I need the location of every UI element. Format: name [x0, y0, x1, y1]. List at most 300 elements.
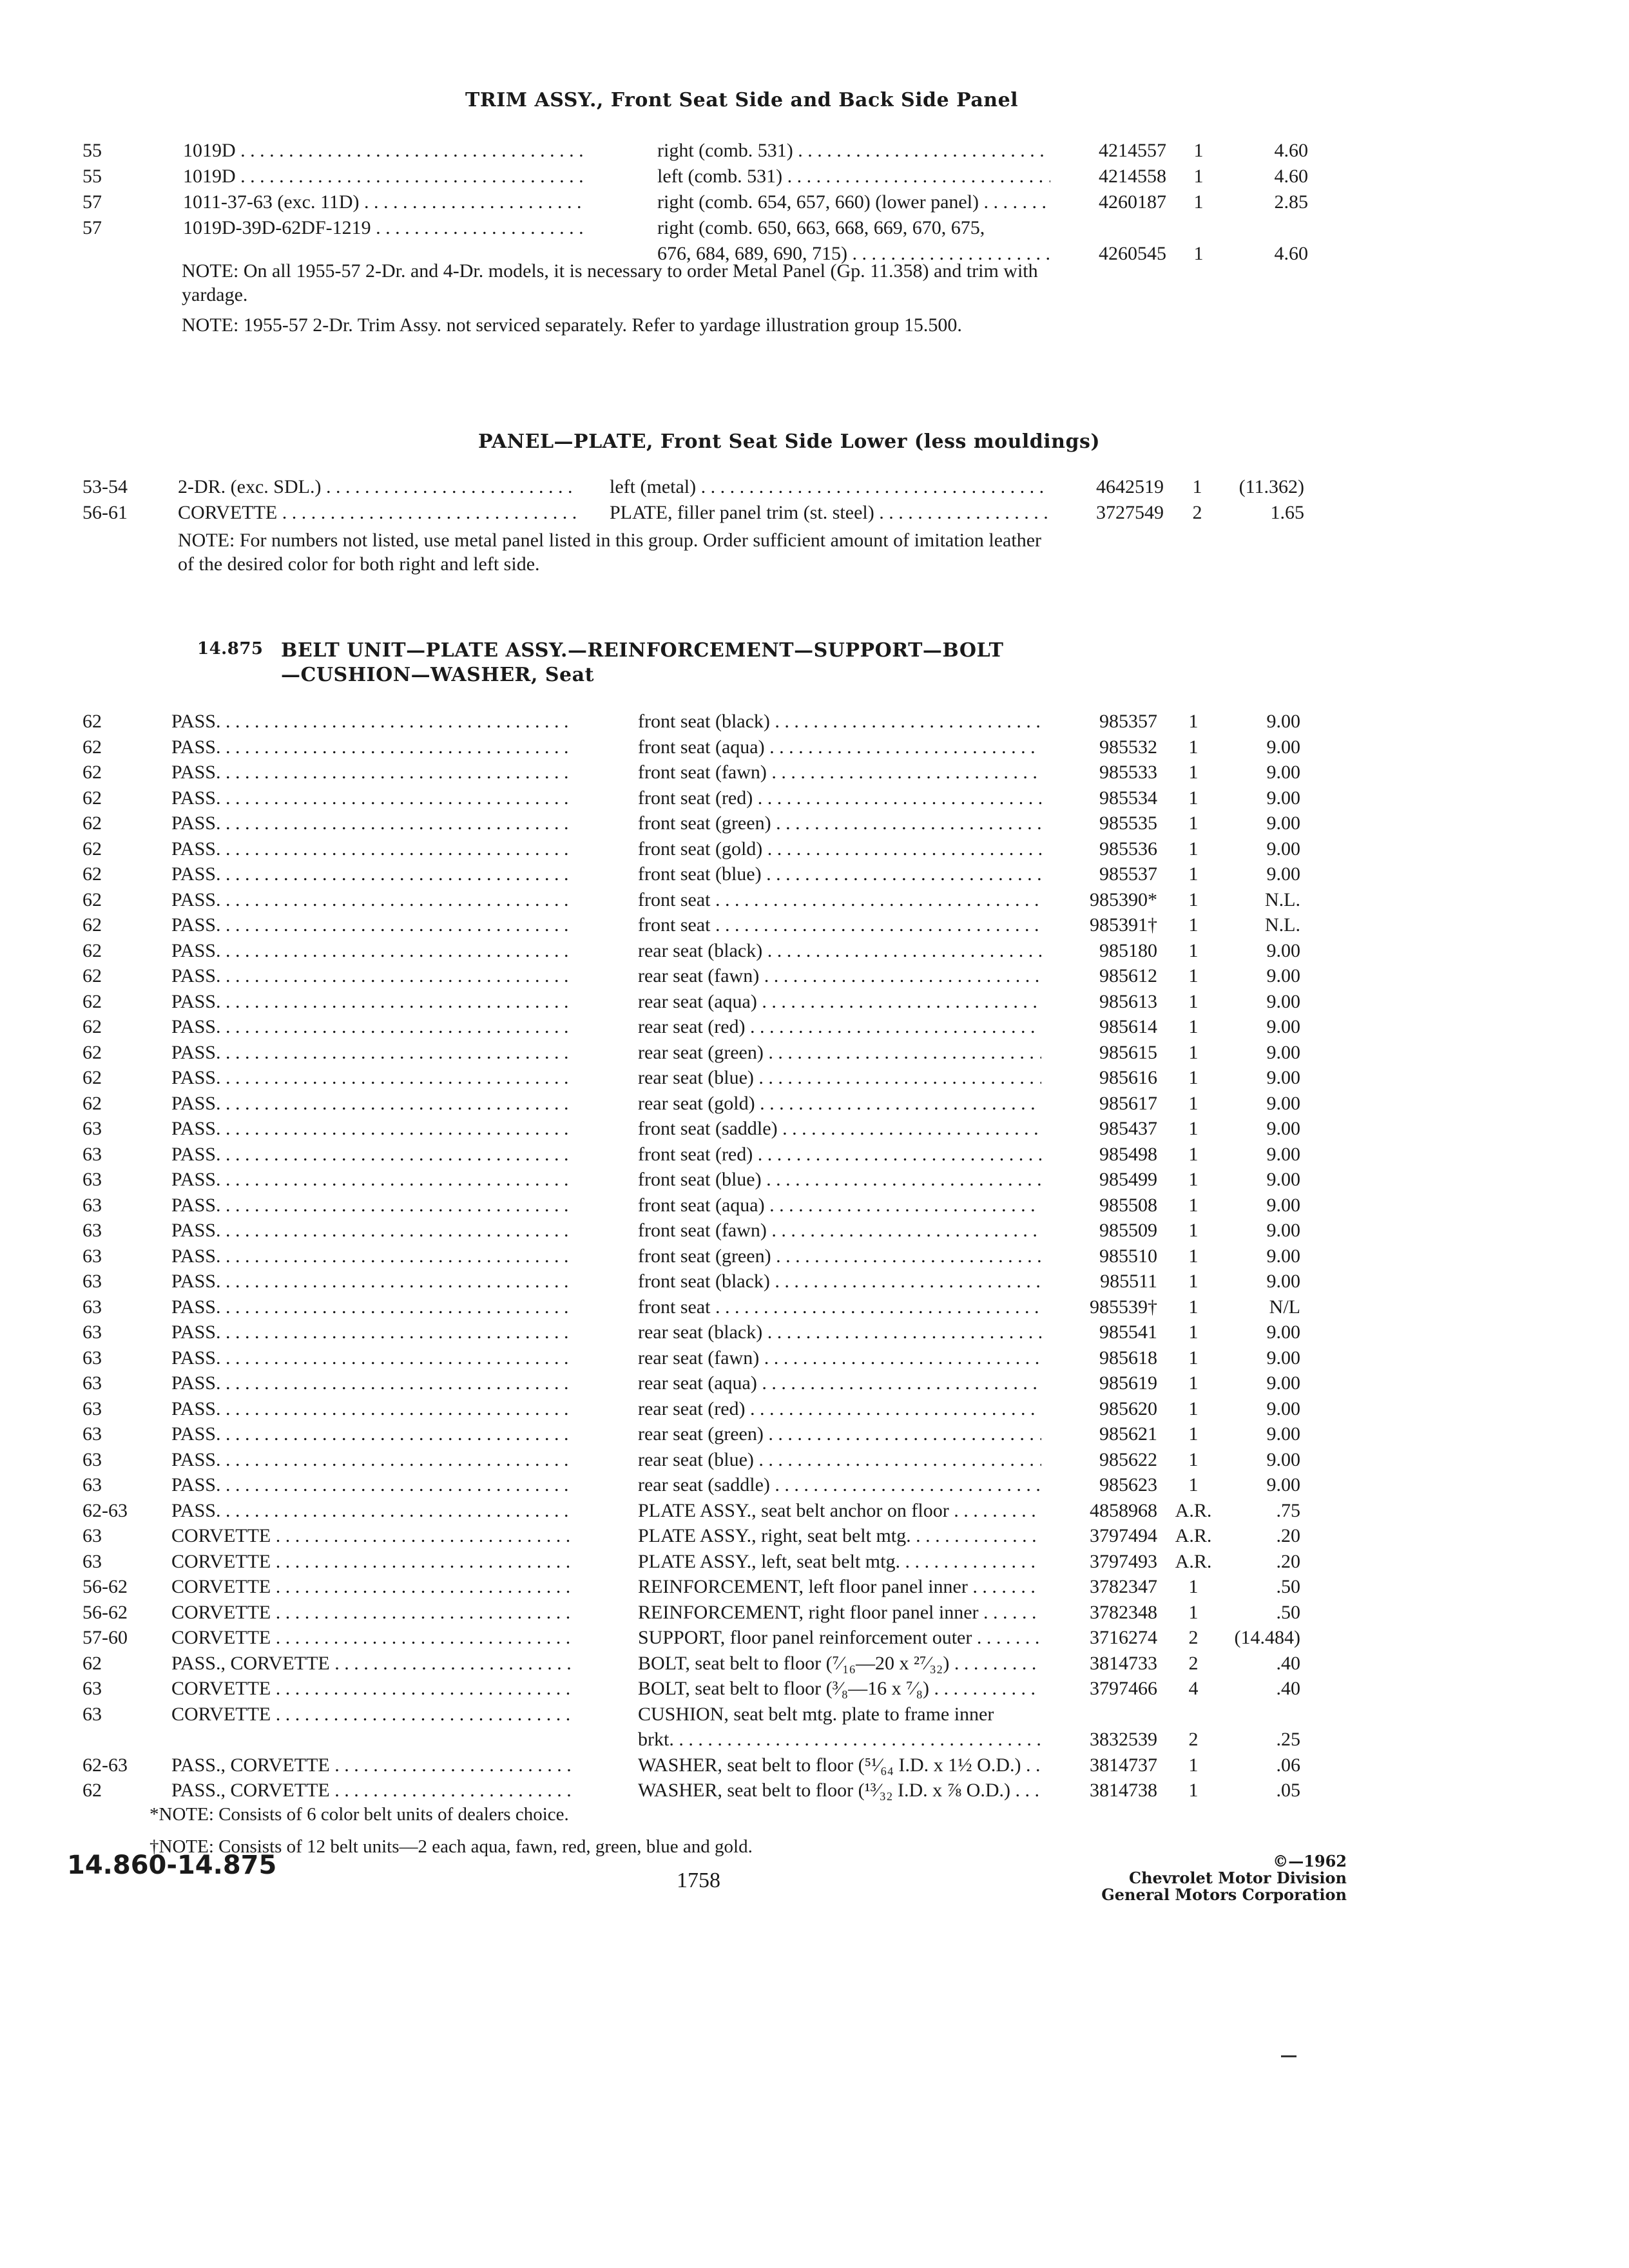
model-cell: CORVETTE . . .	[171, 1676, 571, 1702]
model-cell: PASS. . . .	[171, 989, 571, 1015]
price-cell: 9.00	[1266, 1398, 1300, 1419]
table-row	[0, 1523, 1629, 1549]
model-cell: 1011-37-63 (exc. 11D) . . .	[183, 189, 583, 215]
footnote: *NOTE: Consists of 6 color belt units of dealers choice.	[149, 1804, 569, 1825]
part-number-cell: 985614	[1099, 1016, 1157, 1037]
year-cell: 62	[82, 762, 102, 783]
model-cell: PASS. . . .	[171, 887, 571, 913]
quantity-cell: 1	[1188, 1296, 1199, 1318]
year-cell: 62	[82, 711, 102, 732]
description-cell: front seat (black) . . .	[638, 1269, 1041, 1294]
price-cell: 9.00	[1266, 939, 1300, 961]
year-cell: 62	[82, 863, 102, 885]
quantity-cell: 1	[1192, 476, 1202, 497]
table-row	[0, 938, 1629, 964]
table-row	[0, 1142, 1629, 1168]
description-cell: front seat (red) . . .	[638, 785, 1041, 811]
quantity-cell: 1	[1188, 1067, 1199, 1088]
price-cell: 9.00	[1266, 762, 1300, 783]
quantity-cell: 1	[1188, 1576, 1199, 1597]
price-cell: 9.00	[1266, 965, 1300, 986]
page-number: 1758	[677, 1869, 720, 1892]
description-cell: left (comb. 531) . . .	[657, 164, 1050, 189]
table-row	[0, 1498, 1629, 1524]
quantity-cell: 1	[1188, 838, 1199, 860]
quantity-cell: 1	[1188, 812, 1199, 834]
part-number-cell: 985357	[1099, 711, 1157, 732]
model-cell: PASS. . . .	[171, 938, 571, 964]
table-row	[0, 1091, 1629, 1117]
part-number-cell: 985508	[1099, 1194, 1157, 1216]
part-number-cell: 985534	[1099, 787, 1157, 809]
quantity-cell: 4	[1188, 1678, 1199, 1699]
model-cell: PASS. . . .	[171, 1370, 571, 1396]
quantity-cell: 1	[1188, 1780, 1199, 1801]
model-cell: PASS. . . .	[171, 1345, 571, 1371]
year-cell: 63	[82, 1678, 102, 1699]
table-row	[0, 1676, 1629, 1702]
part-number-cell: 985618	[1099, 1347, 1157, 1369]
description-cell: front seat (fawn) . . .	[638, 1218, 1041, 1244]
part-number-cell: 985533	[1099, 762, 1157, 783]
description-cell: front seat (red) . . .	[638, 1142, 1041, 1168]
price-cell: 9.00	[1266, 812, 1300, 834]
table-row	[0, 1116, 1629, 1142]
quantity-cell: 1	[1193, 191, 1204, 213]
description-cell: rear seat (fawn) . . .	[638, 1345, 1041, 1371]
description-cell: PLATE, filler panel trim (st. steel) . . .	[610, 500, 1048, 526]
year-cell: 63	[82, 1347, 102, 1369]
price-cell: 9.00	[1266, 711, 1300, 732]
part-number-cell: 985180	[1099, 939, 1157, 961]
description-cell: rear seat (black) . . .	[638, 1320, 1041, 1345]
year-cell: 63	[82, 1550, 102, 1572]
quantity-cell: 1	[1188, 863, 1199, 885]
group-number: 14.875	[197, 639, 264, 658]
model-cell: CORVETTE . . .	[171, 1702, 571, 1727]
part-number-cell: 985539†	[1090, 1296, 1157, 1318]
part-number-cell: 985537	[1099, 863, 1157, 885]
quantity-cell: 1	[1188, 889, 1199, 910]
model-cell: PASS. . . .	[171, 1116, 571, 1142]
year-cell: 62	[82, 1652, 102, 1674]
table-row	[0, 1269, 1629, 1294]
model-cell: PASS. . . .	[171, 912, 571, 938]
year-cell: 63	[82, 1169, 102, 1190]
part-number-cell: 985613	[1099, 990, 1157, 1012]
model-cell: 1019D-39D-62DF-1219 . . .	[183, 215, 583, 241]
model-cell: PASS. . . .	[171, 1244, 571, 1269]
part-number-cell: 3797493	[1090, 1550, 1157, 1572]
part-number-cell: 4858968	[1090, 1499, 1157, 1521]
model-cell: CORVETTE . . .	[171, 1549, 571, 1575]
description-cell: rear seat (aqua) . . .	[638, 1370, 1041, 1396]
table-row	[0, 474, 1629, 500]
quantity-cell: 1	[1188, 1321, 1199, 1343]
year-cell: 62	[82, 812, 102, 834]
part-number-cell: 985617	[1099, 1092, 1157, 1114]
year-cell: 56-62	[82, 1576, 128, 1597]
year-cell: 62-63	[82, 1499, 128, 1521]
year-cell: 62	[82, 1092, 102, 1114]
year-cell: 62	[82, 1780, 102, 1801]
year-cell: 62	[82, 1067, 102, 1088]
description-cell: rear seat (red) . . .	[638, 1396, 1041, 1422]
quantity-cell: 1	[1188, 1754, 1199, 1776]
quantity-cell: 1	[1188, 711, 1199, 732]
table-row	[0, 1218, 1629, 1244]
model-cell: CORVETTE . . .	[171, 1574, 571, 1600]
copyright: ©—1962	[1273, 1852, 1347, 1870]
model-cell: PASS. . . .	[171, 1396, 571, 1422]
quantity-cell: 1	[1188, 1220, 1199, 1241]
description-cell: left (metal) . . .	[610, 474, 1048, 500]
part-number-cell: 4214558	[1099, 166, 1166, 187]
model-cell: PASS. . . .	[171, 1269, 571, 1294]
part-number-cell: 3716274	[1090, 1627, 1157, 1648]
part-number-cell: 4214557	[1099, 140, 1166, 161]
part-number-cell: 985541	[1099, 1321, 1157, 1343]
table-row	[0, 1472, 1629, 1498]
price-cell: .05	[1276, 1780, 1300, 1801]
price-cell: .25	[1276, 1729, 1300, 1750]
table-row	[0, 1421, 1629, 1447]
part-number-cell: 3797494	[1090, 1525, 1157, 1546]
part-number-cell: 3727549	[1096, 502, 1164, 523]
part-number-cell: 985621	[1099, 1423, 1157, 1445]
price-cell: 9.00	[1266, 1194, 1300, 1216]
model-cell: PASS. . . .	[171, 1142, 571, 1168]
price-cell: 9.00	[1266, 1423, 1300, 1445]
table-row	[0, 861, 1629, 887]
part-number-cell: 985511	[1100, 1271, 1157, 1292]
model-cell: PASS. . . .	[171, 709, 571, 735]
table-row	[0, 912, 1629, 938]
price-cell: 9.00	[1266, 1220, 1300, 1241]
description-cell: PLATE ASSY., left, seat belt mtg. . . .	[638, 1549, 1041, 1575]
year-cell: 56-61	[82, 502, 128, 523]
year-cell: 63	[82, 1296, 102, 1318]
stray-mark	[1281, 2055, 1296, 2057]
description-cell: right (comb. 654, 657, 660) (lower panel) . . .	[657, 189, 1050, 215]
table-row	[0, 760, 1629, 785]
table-row	[0, 811, 1629, 836]
part-number-cell: 4260187	[1099, 191, 1166, 213]
table-row	[0, 735, 1629, 760]
model-cell: PASS. . . .	[171, 1167, 571, 1193]
part-number-cell: 985615	[1099, 1041, 1157, 1063]
part-number-cell: 985612	[1099, 965, 1157, 986]
model-cell: PASS., CORVETTE . . .	[171, 1778, 571, 1803]
description-cell: front seat (green) . . .	[638, 1244, 1041, 1269]
description-cell: rear seat (green) . . .	[638, 1040, 1041, 1066]
model-cell: PASS. . . .	[171, 1498, 571, 1524]
price-cell: 9.00	[1266, 736, 1300, 758]
description-cell: front seat (blue) . . .	[638, 1167, 1041, 1193]
price-cell: (14.484)	[1234, 1627, 1300, 1648]
year-cell: 53-54	[82, 476, 128, 497]
price-cell: N.L.	[1265, 889, 1300, 910]
part-number-cell: 3782348	[1090, 1601, 1157, 1623]
model-cell: PASS. . . .	[171, 1421, 571, 1447]
description-cell: front seat . . .	[638, 1294, 1041, 1320]
quantity-cell: 2	[1192, 502, 1202, 523]
model-cell: PASS. . . .	[171, 1218, 571, 1244]
price-cell: 9.00	[1266, 1067, 1300, 1088]
price-cell: 9.00	[1266, 1169, 1300, 1190]
table-row	[0, 189, 1629, 215]
part-number-cell: 985391†	[1090, 914, 1157, 936]
year-cell: 62	[82, 838, 102, 860]
model-cell: PASS., CORVETTE . . .	[171, 1753, 571, 1778]
price-cell: 9.00	[1266, 787, 1300, 809]
part-number-cell: 985623	[1099, 1474, 1157, 1495]
note: NOTE: On all 1955-57 2-Dr. and 4-Dr. models, it is necessary to order Metal Panel (Gp. 11.358) and trim with yardage.	[182, 260, 1038, 305]
year-cell: 55	[82, 140, 102, 161]
price-cell: .50	[1276, 1601, 1300, 1623]
quantity-cell: 1	[1188, 1271, 1199, 1292]
quantity-cell: 1	[1188, 787, 1199, 809]
part-number-cell: 985532	[1099, 736, 1157, 758]
quantity-cell: 1	[1188, 1474, 1199, 1495]
year-cell: 62	[82, 990, 102, 1012]
model-cell: PASS. . . .	[171, 861, 571, 887]
year-cell: 62-63	[82, 1754, 128, 1776]
description-cell: REINFORCEMENT, right floor panel inner . . .	[638, 1600, 1041, 1626]
quantity-cell: 1	[1193, 140, 1204, 161]
model-cell: PASS. . . .	[171, 963, 571, 989]
price-cell: 4.60	[1274, 140, 1308, 161]
year-cell: 62	[82, 889, 102, 910]
price-cell: 9.00	[1266, 1041, 1300, 1063]
quantity-cell: A.R.	[1175, 1525, 1212, 1546]
model-cell: PASS. . . .	[171, 1091, 571, 1117]
description-cell: PLATE ASSY., seat belt anchor on floor . . .	[638, 1498, 1041, 1524]
quantity-cell: 1	[1188, 1118, 1199, 1139]
description-cell: front seat (aqua) . . .	[638, 1193, 1041, 1218]
description-cell: WASHER, seat belt to floor (¹³⁄₃₂ I.D. x ⅞ O.D.) . . .	[638, 1778, 1041, 1803]
note: NOTE: 1955-57 2-Dr. Trim Assy. not serviced separately. Refer to yardage illustration group 15.500.	[182, 314, 962, 336]
quantity-cell: 1	[1188, 1169, 1199, 1190]
description-cell: rear seat (blue) . . .	[638, 1447, 1041, 1473]
model-cell: PASS. . . .	[171, 760, 571, 785]
year-cell: 63	[82, 1271, 102, 1292]
quantity-cell: 1	[1188, 1194, 1199, 1216]
model-cell: PASS. . . .	[171, 811, 571, 836]
description-cell: brkt. . . .	[638, 1727, 1041, 1753]
description-cell: REINFORCEMENT, left floor panel inner . . .	[638, 1574, 1041, 1600]
year-cell: 63	[82, 1245, 102, 1267]
year-cell: 63	[82, 1194, 102, 1216]
table-row	[0, 1600, 1629, 1626]
model-cell: PASS. . . .	[171, 836, 571, 862]
quantity-cell: 1	[1193, 166, 1204, 187]
price-cell: .06	[1276, 1754, 1300, 1776]
part-number-cell: 985510	[1099, 1245, 1157, 1267]
year-cell: 63	[82, 1703, 102, 1725]
description-cell: rear seat (green) . . .	[638, 1421, 1041, 1447]
price-cell: N.L.	[1265, 914, 1300, 936]
year-cell: 55	[82, 166, 102, 187]
price-cell: 9.00	[1266, 1245, 1300, 1267]
description-cell: front seat (black) . . .	[638, 709, 1041, 735]
table-row	[0, 963, 1629, 989]
price-cell: .50	[1276, 1576, 1300, 1597]
part-number-cell: 985499	[1099, 1169, 1157, 1190]
price-cell: .40	[1276, 1678, 1300, 1699]
quantity-cell: 1	[1188, 1092, 1199, 1114]
price-cell: .75	[1276, 1499, 1300, 1521]
quantity-cell: 1	[1188, 990, 1199, 1012]
table-row	[0, 887, 1629, 913]
year-cell: 62	[82, 939, 102, 961]
part-number-cell: 3832539	[1090, 1729, 1157, 1750]
table-row	[0, 709, 1629, 735]
part-number-cell: 3814733	[1090, 1652, 1157, 1674]
table-row	[0, 1167, 1629, 1193]
year-cell: 63	[82, 1525, 102, 1546]
quantity-cell: 1	[1188, 1398, 1199, 1419]
table-row	[0, 1294, 1629, 1320]
table-row	[0, 1014, 1629, 1040]
model-cell: PASS. . . .	[171, 1065, 571, 1091]
description-cell: rear seat (blue) . . .	[638, 1065, 1041, 1091]
description-cell: front seat (gold) . . .	[638, 836, 1041, 862]
table-row	[0, 1320, 1629, 1345]
part-number-cell: 985509	[1099, 1220, 1157, 1241]
quantity-cell: 1	[1188, 1143, 1199, 1165]
quantity-cell: 1	[1188, 1601, 1199, 1623]
table-row	[0, 785, 1629, 811]
publisher-block	[1044, 1853, 1347, 1903]
section-heading-continued: —CUSHION—WASHER, Seat	[281, 664, 594, 686]
year-cell: 63	[82, 1372, 102, 1394]
price-cell: 9.00	[1266, 1474, 1300, 1495]
table-row	[0, 1727, 1629, 1753]
table-row	[0, 500, 1629, 526]
quantity-cell: 2	[1188, 1729, 1199, 1750]
part-number-cell: 3814738	[1090, 1780, 1157, 1801]
price-cell: 9.00	[1266, 863, 1300, 885]
table-row	[0, 1193, 1629, 1218]
part-number-cell: 3782347	[1090, 1576, 1157, 1597]
model-cell: PASS. . . .	[171, 1294, 571, 1320]
part-number-cell: 985619	[1099, 1372, 1157, 1394]
corporation: General Motors Corporation	[1101, 1885, 1347, 1904]
year-cell: 63	[82, 1220, 102, 1241]
part-number-cell: 985616	[1099, 1067, 1157, 1088]
description-cell: PLATE ASSY., right, seat belt mtg. . . .	[638, 1523, 1041, 1549]
price-cell: 9.00	[1266, 838, 1300, 860]
table-row	[0, 1065, 1629, 1091]
model-cell: PASS. . . .	[171, 785, 571, 811]
description-cell: rear seat (saddle) . . .	[638, 1472, 1041, 1498]
year-cell: 63	[82, 1448, 102, 1470]
table-row	[0, 1370, 1629, 1396]
model-cell: PASS., CORVETTE . . .	[171, 1651, 571, 1677]
year-cell: 62	[82, 1041, 102, 1063]
part-number-cell: 4642519	[1096, 476, 1164, 497]
year-cell: 57	[82, 191, 102, 213]
table-row	[0, 1753, 1629, 1778]
year-cell: 56-62	[82, 1601, 128, 1623]
table-row	[0, 164, 1629, 189]
description-cell: WASHER, seat belt to floor (⁵¹⁄₆₄ I.D. x 1½ O.D.) . . .	[638, 1753, 1041, 1778]
note: NOTE: For numbers not listed, use metal panel listed in this group. Order sufficient amount of imitation leather of the desired color for both right and left side.	[178, 530, 1042, 575]
part-number-cell: 985622	[1099, 1448, 1157, 1470]
table-row	[0, 1345, 1629, 1371]
table-row	[0, 1778, 1629, 1803]
description-cell: BOLT, seat belt to floor (⁷⁄₁₆—20 x ²⁷⁄₃₂) . . .	[638, 1651, 1041, 1677]
section-heading: TRIM ASSY., Front Seat Side and Back Side Panel	[465, 89, 1019, 111]
quantity-cell: 1	[1193, 243, 1204, 264]
part-number-cell: 985536	[1099, 838, 1157, 860]
price-cell: 4.60	[1274, 243, 1308, 264]
price-cell: 9.00	[1266, 1118, 1300, 1139]
table-row	[0, 1549, 1629, 1575]
price-cell: .20	[1276, 1550, 1300, 1572]
year-cell: 63	[82, 1321, 102, 1343]
description-cell: BOLT, seat belt to floor (³⁄₈—16 x ⁷⁄₈) . . .	[638, 1676, 1041, 1702]
footnote: †NOTE: Consists of 12 belt units—2 each aqua, fawn, red, green, blue and gold.	[149, 1836, 753, 1857]
part-number-cell: 985498	[1099, 1143, 1157, 1165]
description-cell: SUPPORT, floor panel reinforcement outer . . .	[638, 1625, 1041, 1651]
description-cell: front seat (aqua) . . .	[638, 735, 1041, 760]
model-cell: PASS. . . .	[171, 1447, 571, 1473]
description-cell: rear seat (red) . . .	[638, 1014, 1041, 1040]
description-cell: front seat (blue) . . .	[638, 861, 1041, 887]
year-cell: 63	[82, 1423, 102, 1445]
section-heading: PANEL—PLATE, Front Seat Side Lower (less mouldings)	[478, 430, 1101, 453]
description-cell: front seat . . .	[638, 887, 1041, 913]
price-cell: 9.00	[1266, 1016, 1300, 1037]
model-cell: PASS. . . .	[171, 1472, 571, 1498]
description-cell: rear seat (black) . . .	[638, 938, 1041, 964]
quantity-cell: 1	[1188, 1423, 1199, 1445]
quantity-cell: 1	[1188, 914, 1199, 936]
section-heading: BELT UNIT—PLATE ASSY.—REINFORCEMENT—SUPPORT—BOLT	[281, 639, 1004, 662]
quantity-cell: 1	[1188, 1245, 1199, 1267]
part-number-cell: 3797466	[1090, 1678, 1157, 1699]
part-number-cell: 985535	[1099, 812, 1157, 834]
model-cell: CORVETTE . . .	[178, 500, 577, 526]
description-cell: rear seat (aqua) . . .	[638, 989, 1041, 1015]
table-row	[0, 138, 1629, 164]
quantity-cell: 1	[1188, 965, 1199, 986]
price-cell: .20	[1276, 1525, 1300, 1546]
table-row	[0, 1574, 1629, 1600]
division: Chevrolet Motor Division	[1129, 1869, 1347, 1887]
price-cell: (11.362)	[1239, 476, 1304, 497]
part-number-cell: 3814737	[1090, 1754, 1157, 1776]
group-range: 14.860-14.875	[67, 1850, 277, 1880]
year-cell: 62	[82, 965, 102, 986]
price-cell: .40	[1276, 1652, 1300, 1674]
year-cell: 62	[82, 914, 102, 936]
part-number-cell: 985390*	[1090, 889, 1157, 910]
table-row	[0, 1651, 1629, 1677]
price-cell: 9.00	[1266, 1372, 1300, 1394]
model-cell: 1019D . . .	[183, 164, 583, 189]
model-cell: PASS. . . .	[171, 735, 571, 760]
price-cell: 9.00	[1266, 1347, 1300, 1369]
part-number-cell: 985620	[1099, 1398, 1157, 1419]
table-row	[0, 1702, 1629, 1727]
quantity-cell: 1	[1188, 736, 1199, 758]
description-cell: right (comb. 531) . . .	[657, 138, 1050, 164]
year-cell: 63	[82, 1398, 102, 1419]
model-cell: CORVETTE . . .	[171, 1523, 571, 1549]
